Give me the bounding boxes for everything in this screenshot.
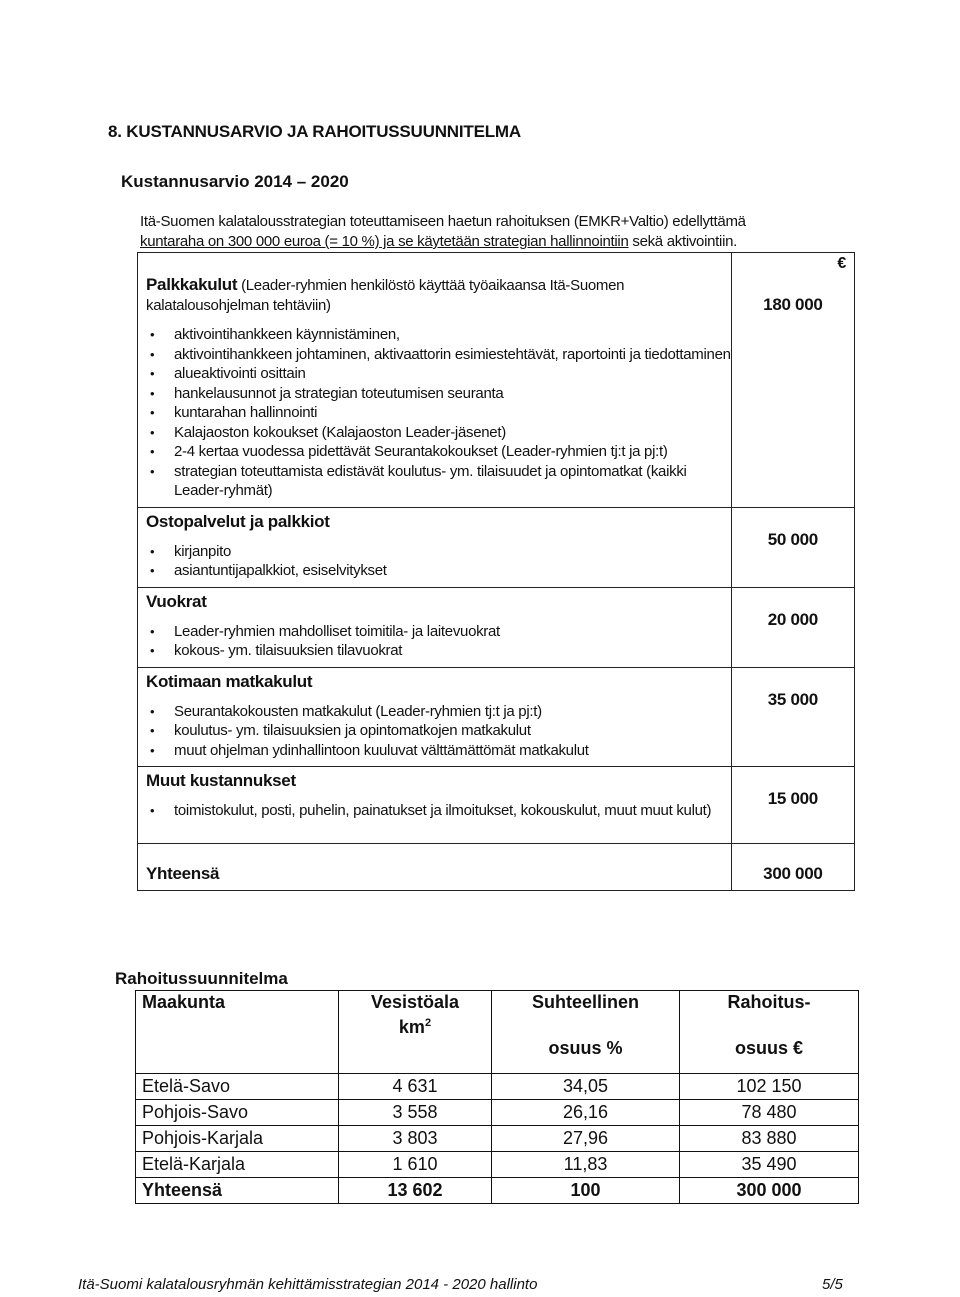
list-item: • alueaktivointi osittain <box>174 364 731 384</box>
cost-description <box>138 667 732 767</box>
cost-item-list <box>146 801 731 821</box>
cost-amount: 35 000 <box>731 667 854 767</box>
column-header-share-line1: Suhteellinen <box>531 992 639 1012</box>
list-item: • koulutus- ym. tilaisuuksien ja opintomatkojen matkakulut <box>174 721 731 741</box>
cost-item-list <box>146 325 731 501</box>
column-header-area-sup: 2 <box>424 1017 432 1029</box>
intro-paragraph <box>140 212 840 252</box>
cost-description <box>138 767 732 844</box>
list-item: • kirjanpito <box>174 542 731 562</box>
list-item: • Kalajaoston kokoukset (Kalajaoston Leader-jäsenet) <box>174 423 731 443</box>
currency-symbol: € <box>837 255 846 272</box>
cost-estimate-table <box>137 252 855 891</box>
list-item: • asiantuntijapalkkiot, esiselvitykset <box>174 561 731 581</box>
page-footer: Itä-Suomi kalatalousryhmän kehittämisstrategian 2014 - 2020 hallinto <box>78 1276 538 1293</box>
list-item: • Leader-ryhmien mahdolliset toimitila- ja laitevuokrat <box>174 622 731 642</box>
cost-row-other <box>138 767 855 844</box>
table-row <box>136 1074 859 1100</box>
table-cell: 100 <box>492 1178 680 1204</box>
cost-row-salaries <box>138 253 855 508</box>
cost-row-title: Kotimaan matkakulut <box>146 671 313 691</box>
table-cell: Pohjois-Savo <box>136 1100 339 1126</box>
cost-row-title: Palkkakulut (Leader-ryhmien henkilöstö käyttää työaikaansa Itä-Suomen kalatalousohjelman tehtäviin) <box>146 275 625 314</box>
page-number: 5/5 <box>822 1276 843 1293</box>
column-header-area-unit: km <box>398 1017 425 1037</box>
table-cell: Pohjois-Karjala <box>136 1126 339 1152</box>
column-header-region: Maakunta <box>136 991 339 1074</box>
list-item: • aktivointihankkeen käynnistäminen, <box>174 325 731 345</box>
column-header-area-line2 <box>345 1017 485 1038</box>
cost-total-amount: 300 000 <box>731 843 854 890</box>
cost-row-rents <box>138 587 855 667</box>
table-cell: Yhteensä <box>136 1178 339 1204</box>
column-header-share-line2: osuus % <box>548 1038 623 1058</box>
cost-item-list <box>146 542 731 581</box>
funding-plan-title: Rahoitussuunnitelma <box>115 969 288 988</box>
cost-row-title: Vuokrat <box>146 591 207 611</box>
table-cell: 35 490 <box>680 1152 859 1178</box>
list-item: • strategian toteuttamista edistävät koulutus- ym. tilaisuudet ja opintomatkat (kaikki Leader-ryhmät) <box>174 462 731 501</box>
cost-row-travel <box>138 667 855 767</box>
table-cell: 3 803 <box>339 1126 492 1152</box>
funding-plan-table <box>135 990 859 1204</box>
list-item: • kokous- ym. tilaisuuksien tilavuokrat <box>174 641 731 661</box>
table-cell: 26,16 <box>492 1100 680 1126</box>
intro-line-2 <box>140 232 840 252</box>
list-item: • toimistokulut, posti, puhelin, painatukset ja ilmoitukset, kokouskulut, muut muut kulut) <box>174 801 731 821</box>
table-cell: 83 880 <box>680 1126 859 1152</box>
table-cell: 4 631 <box>339 1074 492 1100</box>
list-item: • hankelausunnot ja strategian toteutumisen seuranta <box>174 384 731 404</box>
list-item: • Seurantakokousten matkakulut (Leader-ryhmien tj:t ja pj:t) <box>174 702 731 722</box>
list-item: • 2-4 kertaa vuodessa pidettävät Seurantakokoukset (Leader-ryhmien tj:t ja pj:t) <box>174 442 731 462</box>
list-item: • muut ohjelman ydinhallintoon kuuluvat välttämättömät matkakulut <box>174 741 731 761</box>
table-row <box>136 1126 859 1152</box>
column-header-area-line1: Vesistöala <box>370 992 460 1012</box>
table-cell: 11,83 <box>492 1152 680 1178</box>
table-cell: 34,05 <box>492 1074 680 1100</box>
table-cell: Etelä-Karjala <box>136 1152 339 1178</box>
column-header-funding-line2: osuus € <box>734 1038 804 1058</box>
funding-header-row <box>136 991 859 1074</box>
cost-item-list <box>146 622 731 661</box>
cost-item-list <box>146 702 731 761</box>
cost-row-total <box>138 843 855 890</box>
cost-description <box>138 507 732 587</box>
table-cell: 3 558 <box>339 1100 492 1126</box>
table-cell: 27,96 <box>492 1126 680 1152</box>
cost-amount <box>731 253 854 508</box>
cost-description <box>138 587 732 667</box>
intro-underlined-text: kuntaraha on 300 000 euroa (= 10 %) ja se käytetään strategian hallinnointiin <box>140 233 629 250</box>
cost-row-title: Muut kustannukset <box>146 771 296 790</box>
table-row <box>136 1100 859 1126</box>
table-cell: 13 602 <box>339 1178 492 1204</box>
table-cell: 102 150 <box>680 1074 859 1100</box>
list-item: • aktivointihankkeen johtaminen, aktivaattorin esimiestehtävät, raportointi ja tiedottaminen <box>174 345 731 365</box>
cost-amount: 50 000 <box>731 507 854 587</box>
cost-amount: 15 000 <box>731 767 854 844</box>
cost-amount-value: 180 000 <box>763 295 823 314</box>
table-row <box>136 1152 859 1178</box>
cost-description <box>138 253 732 508</box>
cost-total-label: Yhteensä <box>138 843 732 890</box>
intro-line-2-end: sekä aktivointiin. <box>628 233 738 250</box>
cost-row-title: Ostopalvelut ja palkkiot <box>146 511 330 531</box>
table-cell: 300 000 <box>680 1178 859 1204</box>
intro-line-1: Itä-Suomen kalatalousstrategian toteuttamiseen haetun rahoituksen (EMKR+Valtio) edellyttämä <box>140 213 746 230</box>
cost-amount: 20 000 <box>731 587 854 667</box>
column-header-funding-line1: Rahoitus- <box>727 992 811 1012</box>
column-header-area <box>339 991 492 1074</box>
column-header-share <box>492 991 680 1074</box>
list-item: • kuntarahan hallinnointi <box>174 403 731 423</box>
column-header-funding <box>680 991 859 1074</box>
cost-estimate-heading: Kustannusarvio 2014 – 2020 <box>121 172 349 191</box>
table-cell: 78 480 <box>680 1100 859 1126</box>
section-heading: 8. KUSTANNUSARVIO JA RAHOITUSSUUNNITELMA <box>108 122 521 141</box>
cost-row-purchased-services <box>138 507 855 587</box>
table-row-total <box>136 1178 859 1204</box>
table-cell: 1 610 <box>339 1152 492 1178</box>
table-cell: Etelä-Savo <box>136 1074 339 1100</box>
